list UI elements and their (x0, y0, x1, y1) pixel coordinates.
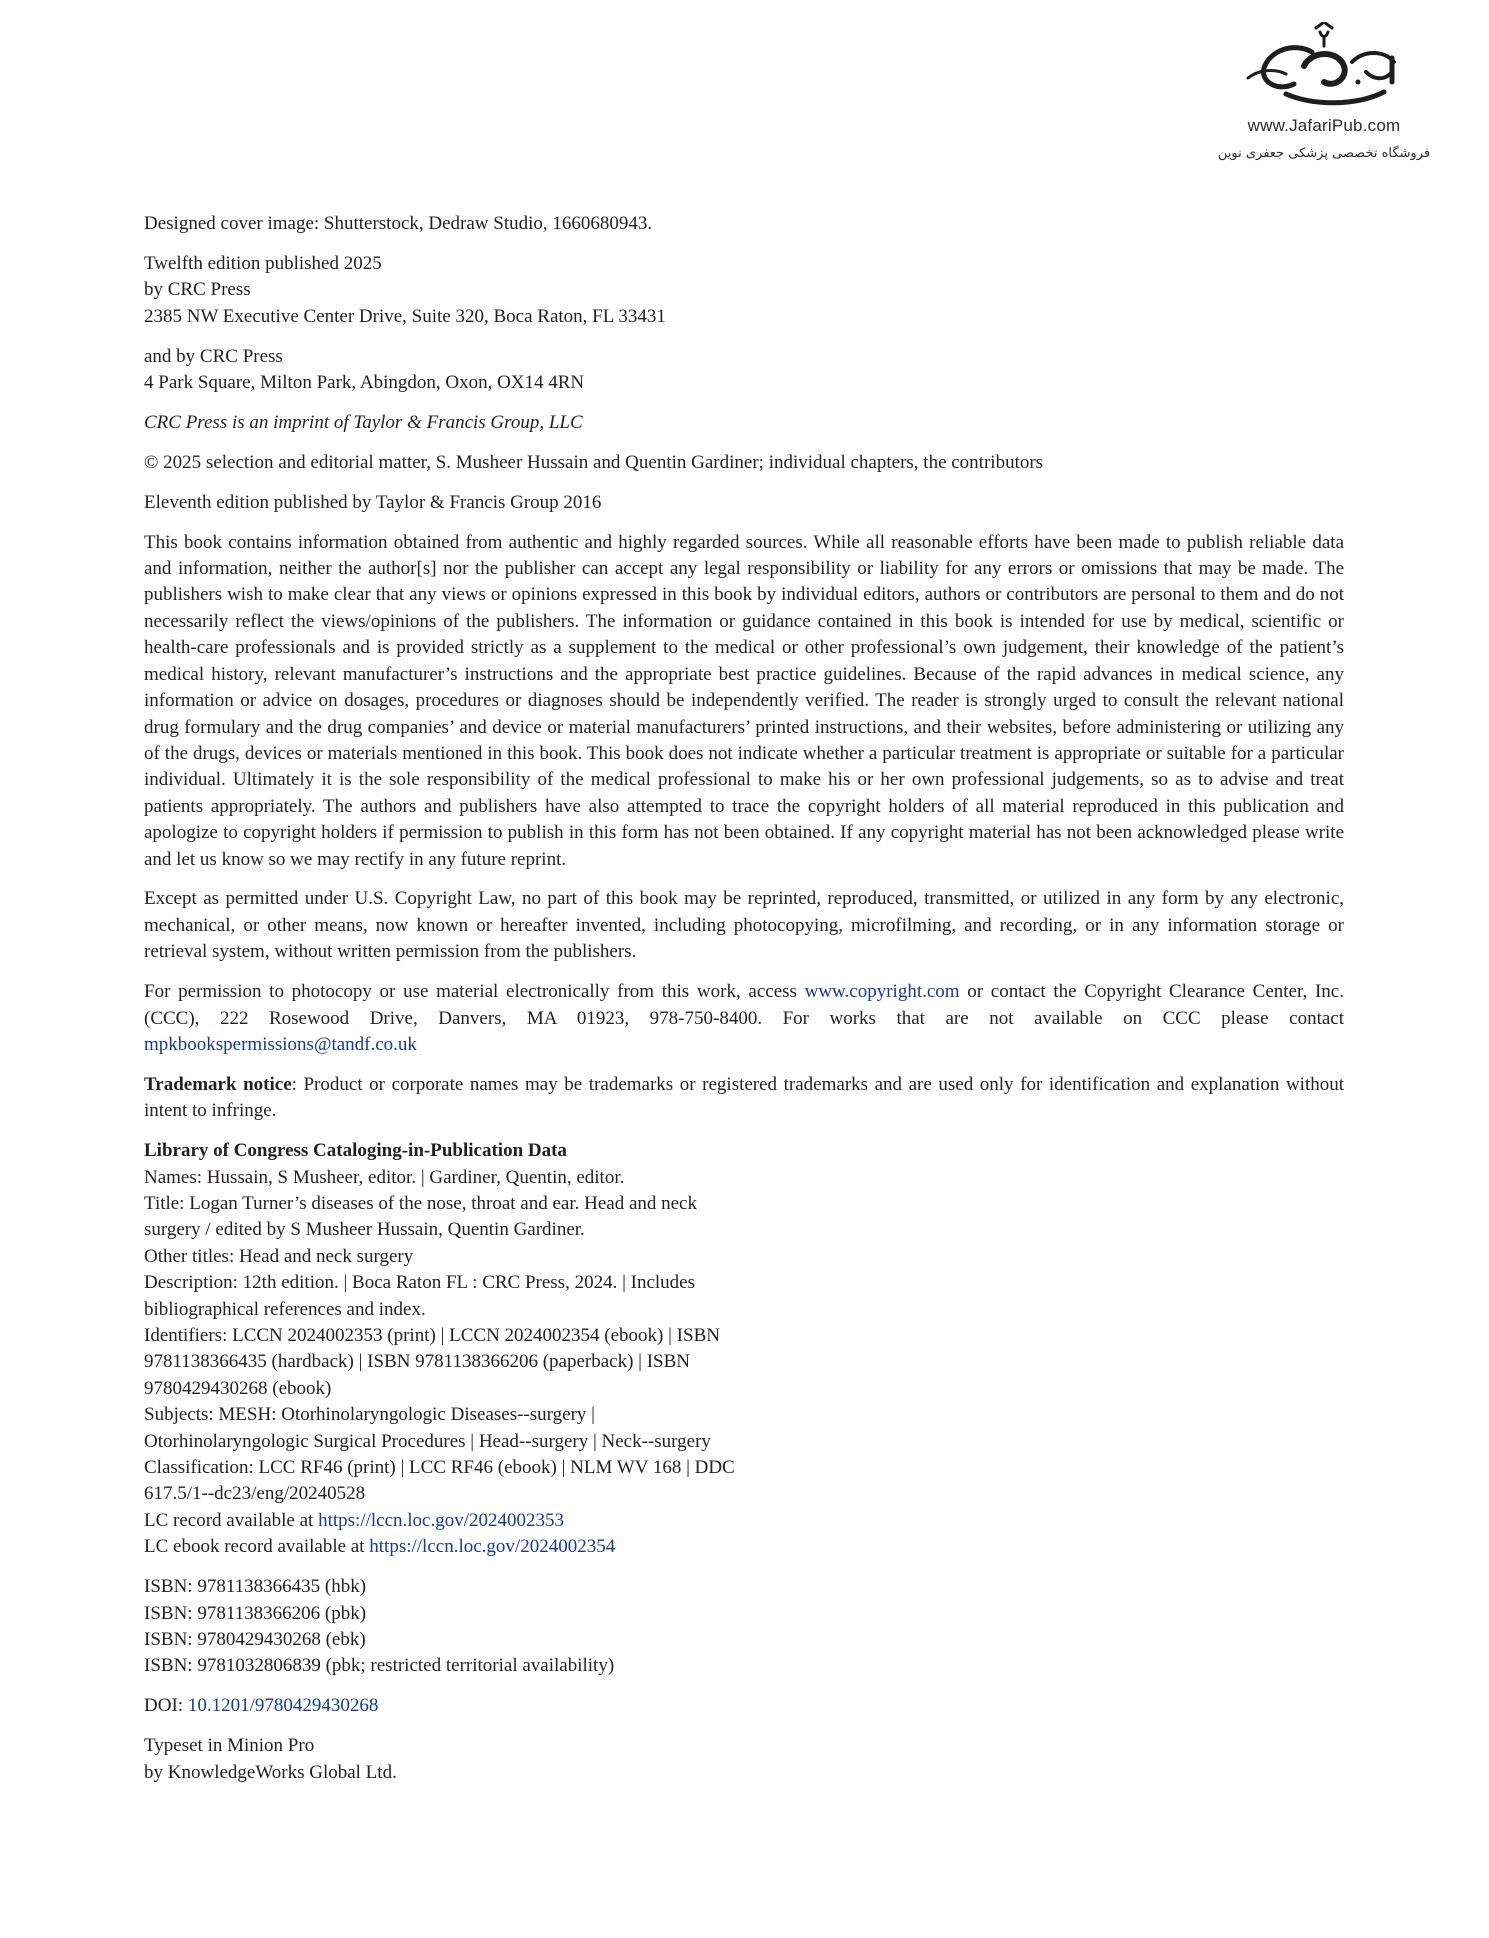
edition-publisher: by CRC Press (144, 279, 251, 301)
permission-text-2: or contact the Copyright Clearance Center, Inc. (CCC), 222 Rosewood Drive, Danvers, MA 01923, 978-750-8400. For works that are not available on CCC please contact (144, 981, 1344, 1029)
cip-line: Description: 12th edition. | Boca Raton FL : CRC Press, 2024. | Includes (144, 1272, 695, 1294)
copyright-com-link[interactable]: www.copyright.com (804, 981, 960, 1003)
isbn-line: ISBN: 9781138366435 (hbk) (144, 1576, 367, 1598)
isbn-line: ISBN: 9781032806839 (pbk; restricted territorial availability) (144, 1655, 615, 1677)
doi-label: DOI: (144, 1695, 188, 1717)
page-body (144, 211, 1344, 1800)
cover-credit: Designed cover image: Shutterstock, Dedraw Studio, 1660680943. (144, 213, 653, 234)
edition-block (144, 251, 1344, 330)
cip-line: bibliographical references and index. (144, 1298, 426, 1320)
logo-url-text: www.JafariPub.com (1247, 116, 1401, 135)
cip-heading: Library of Congress Cataloging-in-Publication Data (144, 1140, 567, 1162)
copyright-law-paragraph: Except as permitted under U.S. Copyright Law, no part of this book may be reprinted, reproduced, transmitted, or utilized in any form by any electronic, mechanical, or other means, now known or hereafter invented, including photocopying, microfilming, and recording, or in any information storage or retrieval system, without written permission from the publishers. (144, 888, 1344, 963)
imprint-note-text: CRC Press is an imprint of Taylor & Francis Group, LLC (144, 411, 583, 433)
cip-line: Otorhinolaryngologic Surgical Procedures | Head--surgery | Neck--surgery (144, 1430, 711, 1452)
uk-office-address: 4 Park Square, Milton Park, Abingdon, Oxon, OX14 4RN (144, 372, 585, 394)
doi-link[interactable]: 10.1201/9780429430268 (187, 1695, 379, 1717)
doi-line (144, 1693, 1344, 1719)
jafari-pub-calligraphy-icon (1234, 22, 1414, 114)
lc-record-line (144, 1508, 804, 1534)
cip-line: Title: Logan Turner’s diseases of the nose, throat and ear. Head and neck (144, 1193, 697, 1214)
lc-ebook-record-label: LC ebook record available at (144, 1536, 370, 1558)
edition-address: 2385 NW Executive Center Drive, Suite 320, Boca Raton, FL 33431 (144, 305, 666, 327)
permission-paragraph (144, 979, 1344, 1058)
cip-line: Names: Hussain, S Musheer, editor. | Gardiner, Quentin, editor. (144, 1166, 625, 1188)
publisher-logo (1196, 22, 1452, 166)
cip-line: surgery / edited by S Musheer Hussain, Quentin Gardiner. (144, 1219, 585, 1241)
typeset-vendor: by KnowledgeWorks Global Ltd. (144, 1761, 397, 1783)
isbn-line: ISBN: 9780429430268 (ebk) (144, 1629, 366, 1650)
uk-office-block (144, 344, 1344, 397)
cip-block (144, 1138, 804, 1561)
isbn-line: ISBN: 9781138366206 (pbk) (144, 1602, 367, 1624)
logo-persian-caption: فروشگاه تخصصی پزشکی جعفری نوین (1217, 146, 1431, 161)
trademark-label: Trademark notice (144, 1073, 292, 1095)
uk-office-publisher: and by CRC Press (144, 345, 283, 367)
previous-edition: Eleventh edition published by Taylor & Francis Group 2016 (144, 491, 602, 513)
disclaimer-paragraph: This book contains information obtained from authentic and highly regarded sources. While all reasonable efforts have been made to publish reliable data and information, neither the author[s] nor the publisher can accept any legal responsibility or liability for any errors or omissions that may be made. The publishers wish to make clear that any views or opinions expressed in this book by individual editors, authors or contributors are personal to them and do not necessarily reflect the views/opinions of the publishers. The information or guidance contained in this book is intended for use by medical, scientific or health-care professionals and is provided strictly as a supplement to the medical or other professional’s own judgement, their knowledge of the patient’s medical history, relevant manufacturer’s instructions and the appropriate best practice guidelines. Because of the rapid advances in medical science, any information or advice on dosages, procedures or diagnoses should be independently verified. The reader is strongly urged to consult the relevant national drug formulary and the drug companies’ and device or material manufacturers’ printed instructions, and their websites, before administering or utilizing any of the drugs, devices or materials mentioned in this book. This book does not indicate whether a particular treatment is appropriate or suitable for a particular individual. Ultimately it is the sole responsibility of the medical professional to make his or her own professional judgements, so as to advise and treat patients appropriately. The authors and publishers have also attempted to trace the copyright holders of all material reproduced in this publication and apologize to copyright holders if permission to publish in this form has not been obtained. If any copyright material has not been acknowledged please write and let us know so we may rectify in any future reprint. (144, 531, 1344, 870)
imprint-note (144, 410, 1344, 436)
permission-text-1: For permission to photocopy or use material electronically from this work, access (144, 981, 805, 1003)
copyright-line: © 2025 selection and editorial matter, S. Musheer Hussain and Quentin Gardiner; individual chapters, the contributors (144, 451, 1044, 473)
cip-line: 9781138366435 (hardback) | ISBN 9781138366206 (paperback) | ISBN (144, 1351, 691, 1373)
trademark-notice (144, 1072, 1344, 1125)
cip-line: 9780429430268 (ebook) (144, 1377, 332, 1399)
cip-line: Identifiers: LCCN 2024002353 (print) | LCCN 2024002354 (ebook) | ISBN (144, 1325, 720, 1347)
cip-line: Classification: LCC RF46 (print) | LCC RF46 (ebook) | NLM WV 168 | DDC (144, 1457, 735, 1479)
cip-line: Subjects: MESH: Otorhinolaryngologic Diseases--surgery | (144, 1404, 595, 1426)
permissions-email-link[interactable]: mpkbookspermissions@tandf.co.uk (144, 1033, 417, 1055)
cip-line: Other titles: Head and neck surgery (144, 1245, 414, 1267)
trademark-text: : Product or corporate names may be trademarks or registered trademarks and are used only for identification and explanation without intent to infringe. (144, 1073, 1345, 1122)
lc-ebook-record-line (144, 1534, 804, 1560)
lc-record-label: LC record available at (144, 1509, 319, 1531)
cip-line: 617.5/1--dc23/eng/20240528 (144, 1483, 366, 1505)
lc-record-link[interactable]: https://lccn.loc.gov/2024002353 (318, 1509, 565, 1531)
lc-ebook-record-link[interactable]: https://lccn.loc.gov/2024002354 (369, 1536, 616, 1558)
typeset-block (144, 1733, 1344, 1786)
typeset-font: Typeset in Minion Pro (144, 1735, 315, 1757)
isbn-block (144, 1574, 1344, 1680)
edition-line: Twelfth edition published 2025 (144, 252, 382, 274)
